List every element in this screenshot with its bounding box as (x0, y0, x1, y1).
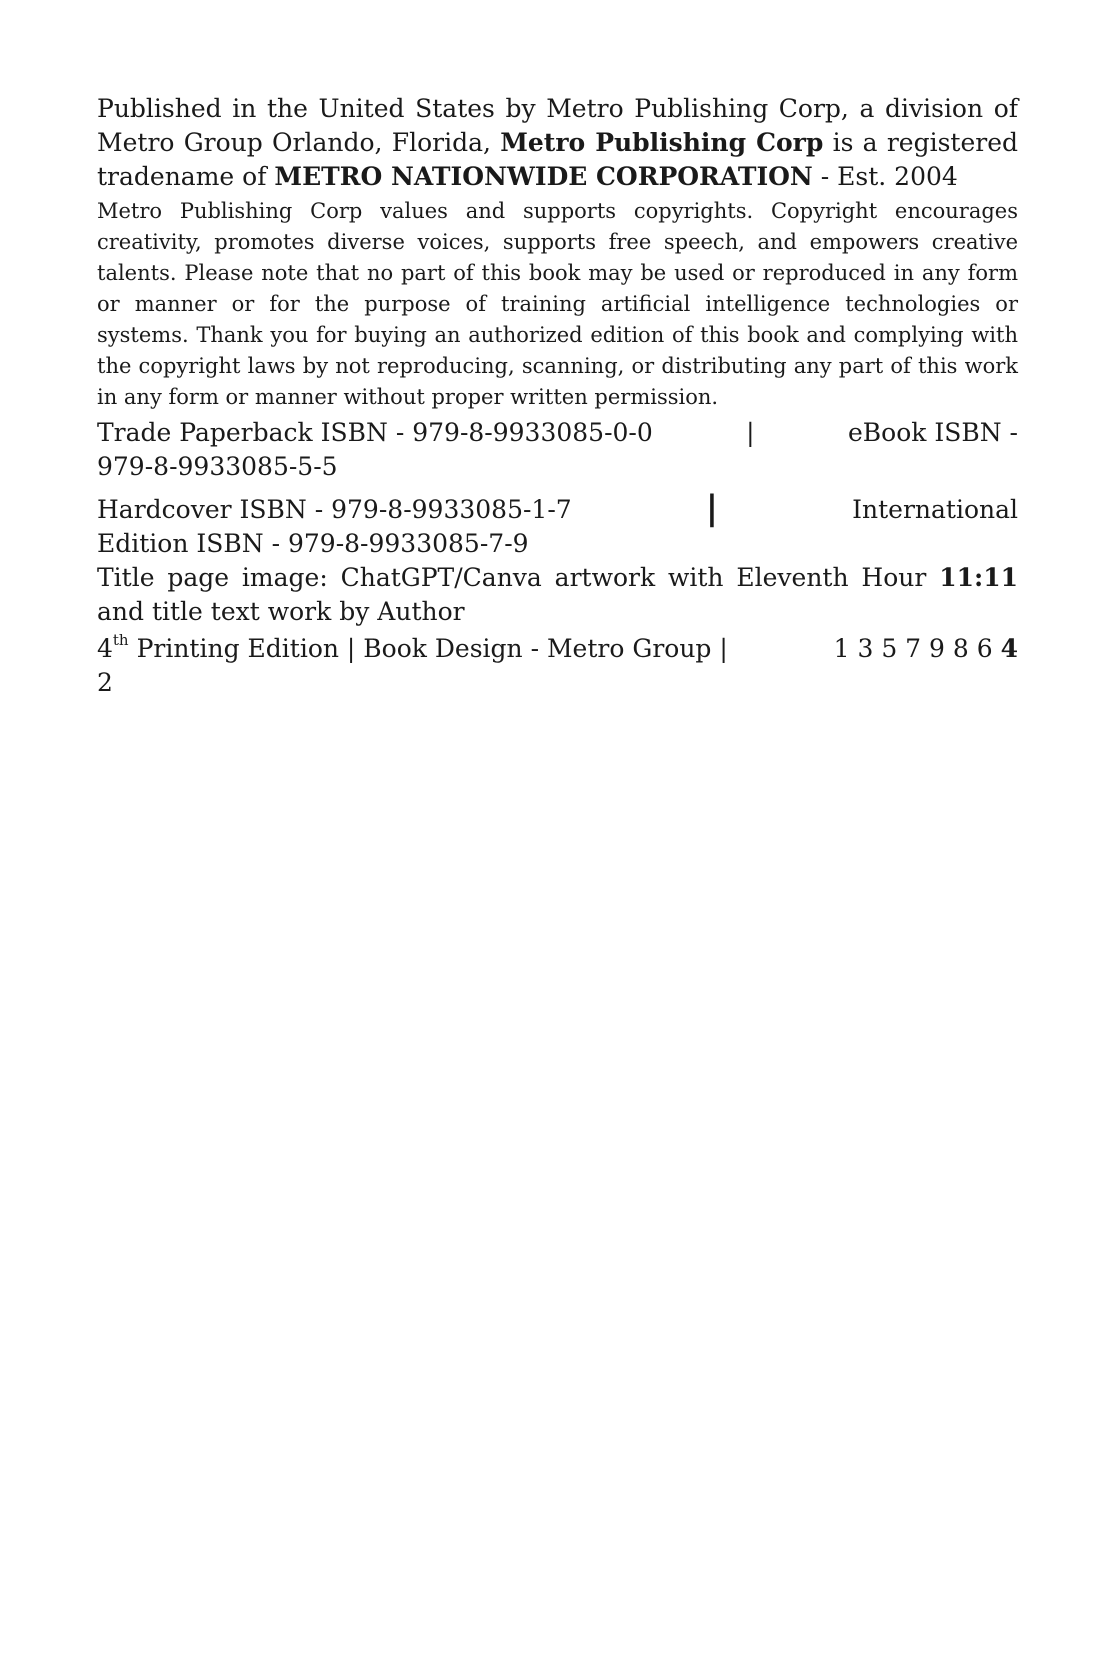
title-image-credit-bold: 11:11 (939, 563, 1018, 592)
international-isbn-rest: Edition ISBN - 979-8-9933085-7-9 (97, 529, 529, 558)
printing-edition (97, 632, 728, 666)
printing-digits (834, 632, 1018, 666)
copyright-page (97, 92, 1018, 700)
publisher-line-a: Published in the United States by Metro Publishing Corp, a division of Metro Group Orlando, Florida, (97, 94, 1018, 157)
isbn-separator-2: | (705, 488, 719, 528)
isbn-row-1 (97, 416, 1018, 450)
publisher-line-c: - Est. 2004 (820, 162, 958, 191)
isbn-row-2 (97, 490, 1018, 527)
printing-digit-last: 2 (97, 668, 113, 697)
hardcover-isbn: Hardcover ISBN - 979-8-9933085-1-7 (97, 495, 572, 524)
printing-ordinal-suffix: th (112, 630, 129, 649)
printing-digit-bold: 4 (1000, 634, 1018, 663)
title-image-credit-a: Title page image: ChatGPT/Canva artwork with Eleventh Hour (97, 563, 927, 592)
copyright-notice: Metro Publishing Corp values and supports copyrights. Copyright encourages creativity, promotes diverse voices, supports free speech, and empowers creative talents. Please note that no part of this book may be used or reproduced in any form or manner or for the purpose of training artificial intelligence technologies or systems. Thank you for buying an authorized edition of this book and complying with the copyright laws by not reproducing, scanning, or distributing any part of this work in any form or manner without proper written permission. (97, 199, 1018, 409)
printing-number: 4 (97, 634, 113, 663)
isbn-separator-1: | (746, 418, 755, 447)
title-image-credit-b: and title text work by Author (97, 597, 465, 626)
printing-digits-prefix: 1 3 5 7 9 8 6 (833, 634, 993, 663)
trade-paperback-isbn: Trade Paperback ISBN - 979-8-9933085-0-0 (97, 418, 653, 447)
printing-row (97, 632, 1018, 666)
publisher-statement (97, 92, 1018, 194)
ebook-isbn-label: eBook ISBN - (847, 418, 1018, 447)
printing-text: Printing Edition | Book Design - Metro Group | (136, 634, 728, 663)
international-isbn-label: International (852, 495, 1018, 524)
publisher-corporation: METRO NATIONWIDE CORPORATION (274, 162, 813, 191)
title-image-credit (97, 561, 1018, 629)
publisher-line-b: is a registered tradename of (97, 128, 1018, 191)
publisher-brand: Metro Publishing Corp (500, 128, 824, 157)
ebook-isbn-number: 979-8-9933085-5-5 (97, 452, 338, 481)
